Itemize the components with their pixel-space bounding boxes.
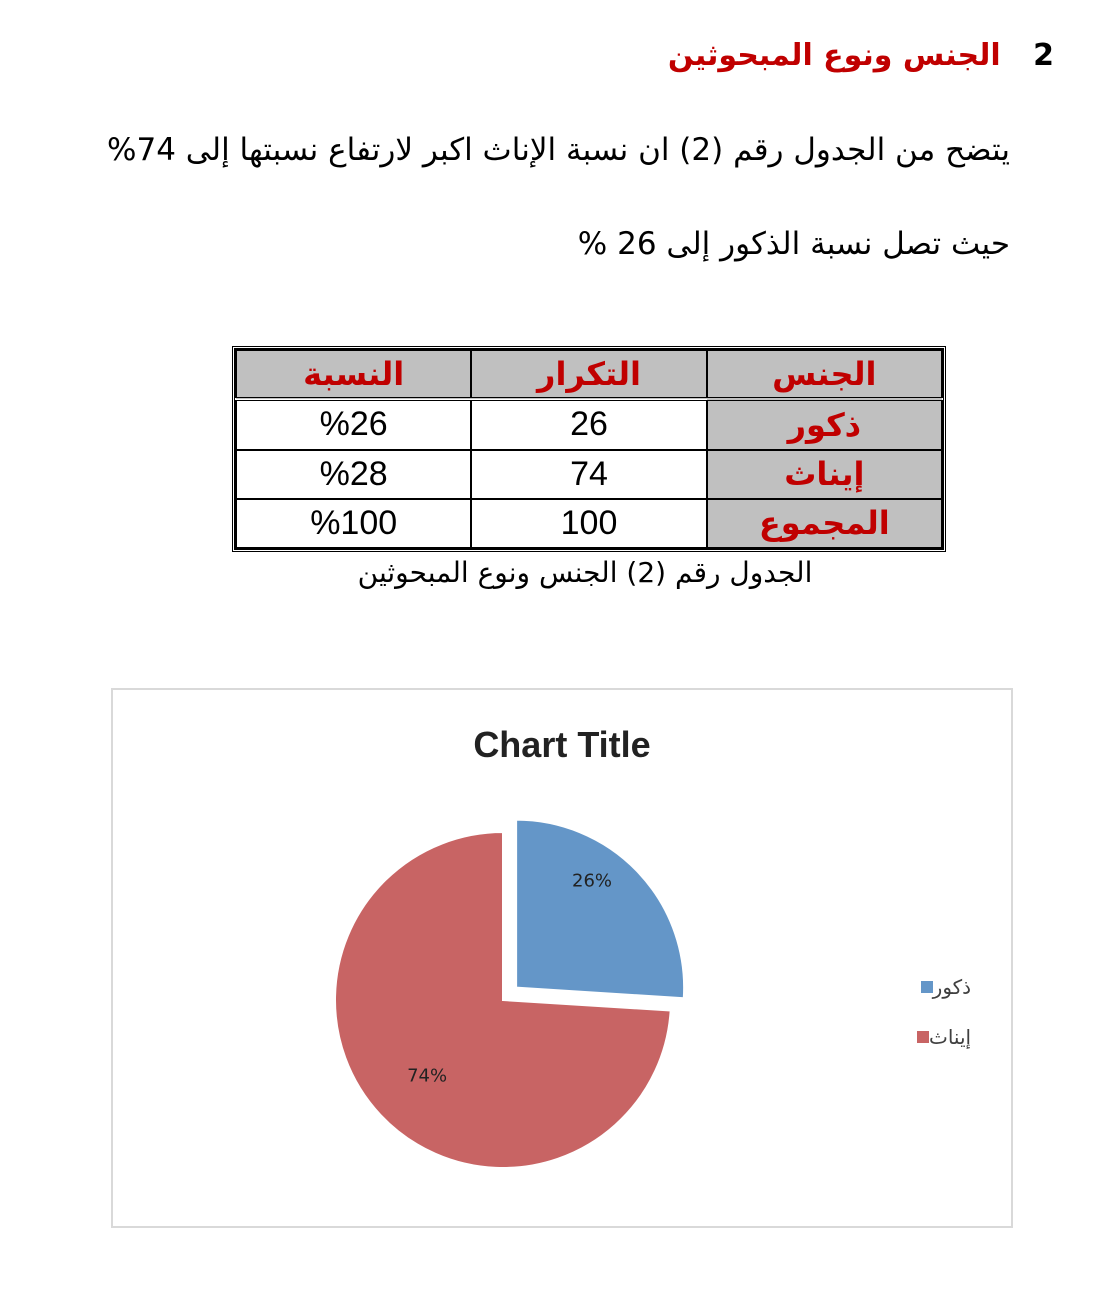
table-row: [236, 499, 942, 548]
gender-table: [232, 346, 946, 552]
legend-item: [909, 962, 971, 1012]
row-percent: %26: [236, 399, 471, 449]
row-count: 100: [471, 499, 706, 548]
row-label: المجموع: [707, 499, 942, 548]
row-percent: %28: [236, 450, 471, 499]
table-header-row: [236, 350, 942, 399]
legend-label: إيناث: [929, 1025, 972, 1049]
paragraph-line-1: يتضح من الجدول رقم (2) ان نسبة الإناث اكبر لارتفاع نسبتها إلى 74%: [107, 132, 1010, 168]
legend-swatch-females: [917, 1031, 929, 1043]
paragraph-line-2: حيث تصل نسبة الذكور إلى 26 %: [577, 226, 1010, 262]
header-percent: النسبة: [236, 350, 471, 399]
header-gender: الجنس: [707, 350, 942, 399]
legend-label: ذكور: [932, 975, 972, 999]
pie-data-label: 26%: [572, 870, 613, 892]
header-count: التكرار: [471, 350, 706, 399]
table-row: [236, 450, 942, 499]
row-label: إيناث: [707, 450, 942, 499]
chart-legend: [909, 962, 971, 1062]
chart-title: Chart Title: [473, 724, 651, 765]
section-number: 2: [1033, 38, 1054, 73]
pie-slice-males: [516, 820, 684, 999]
row-count: 26: [471, 399, 706, 449]
section-heading: [668, 38, 1054, 73]
pie-chart: [111, 688, 1013, 1228]
section-title: الجنس ونوع المبحوثين: [667, 38, 1001, 73]
pie-data-label: 74%: [407, 1065, 448, 1087]
pie-chart-canvas: [113, 690, 1011, 1226]
legend-swatch-males: [921, 981, 933, 993]
row-label: ذكور: [707, 399, 942, 449]
table-caption: الجدول رقم (2) الجنس ونوع المبحوثين: [357, 556, 813, 589]
row-count: 74: [471, 450, 706, 499]
row-percent: %100: [236, 499, 471, 548]
table-row: [236, 399, 942, 449]
legend-item: [909, 1012, 971, 1062]
